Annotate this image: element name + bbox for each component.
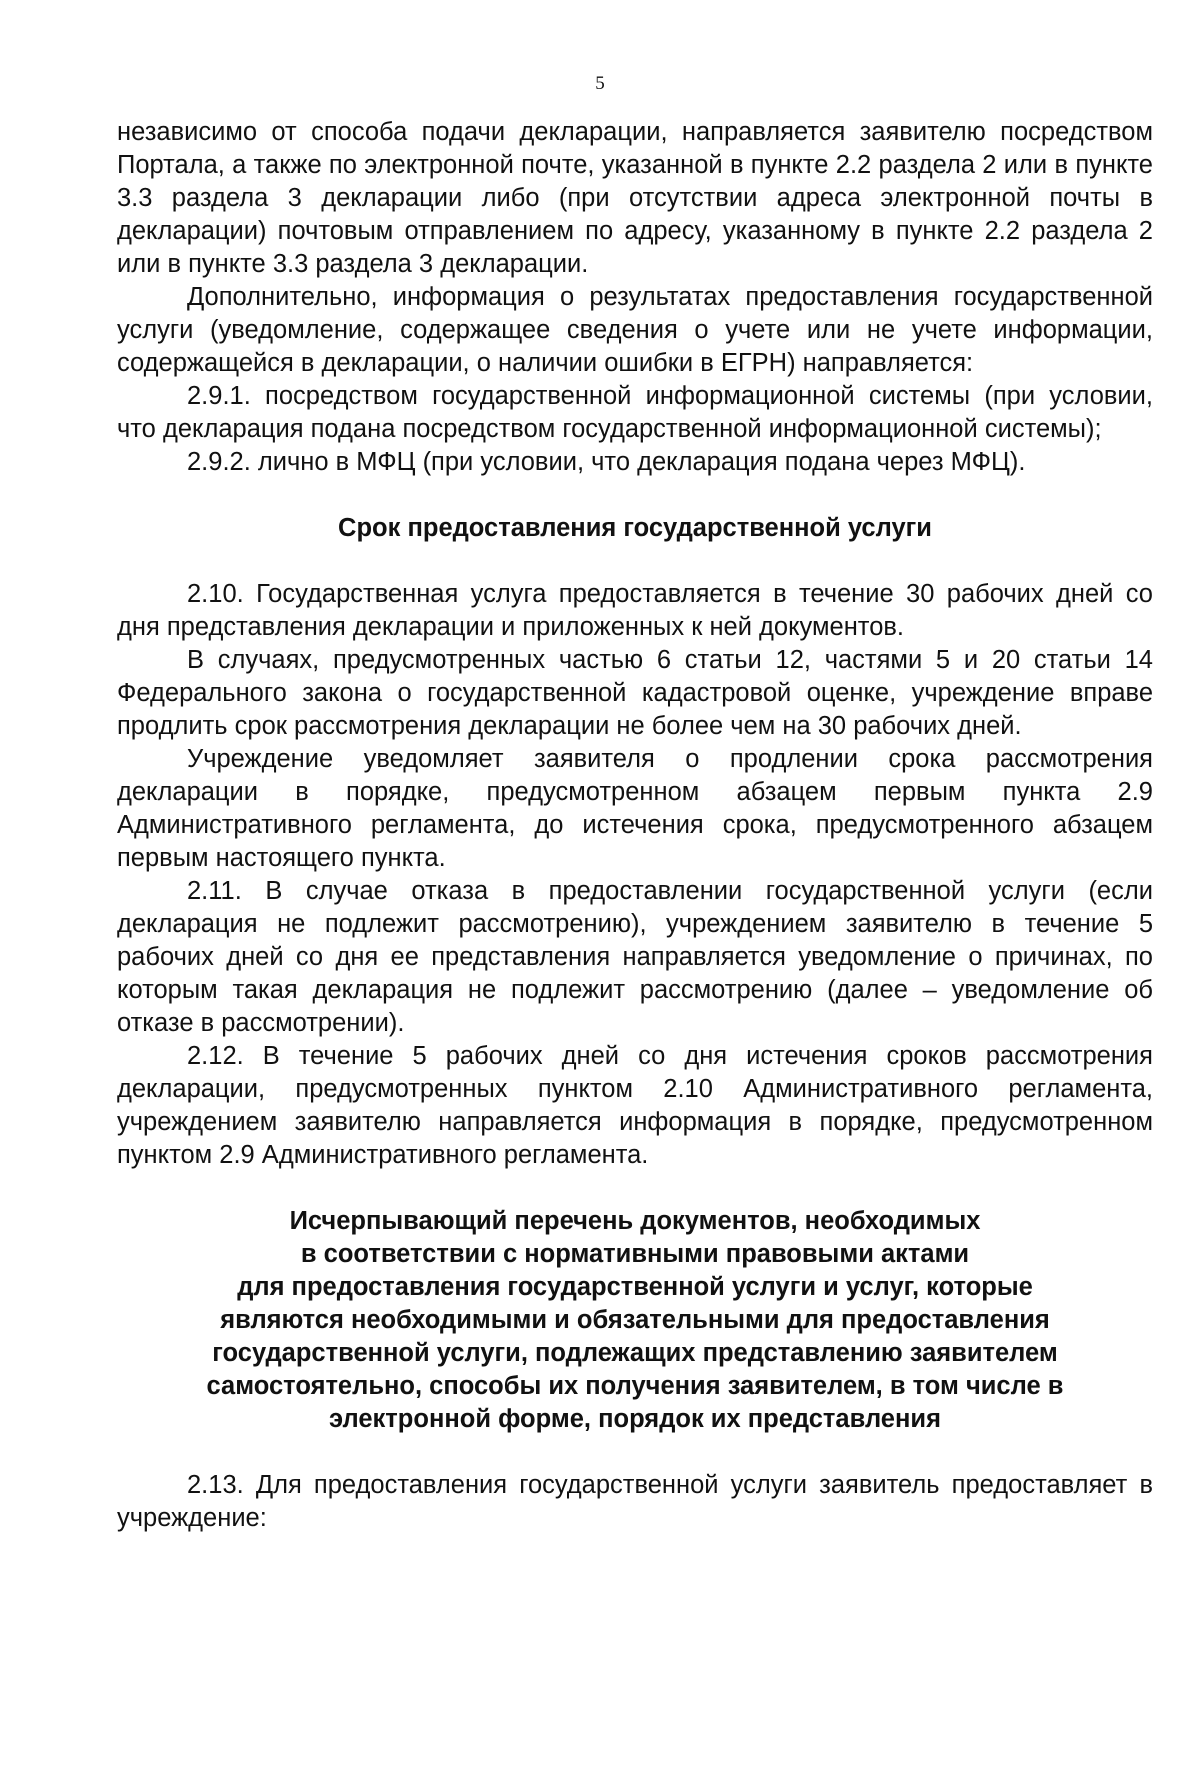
paragraph-item-2-13: 2.13. Для предоставления государственной услуги заявитель предоставляет в учреждение: — [117, 1471, 1153, 1532]
document-body — [117, 116, 1153, 1535]
section-heading-line: самостоятельно, способы их получения заявителем, в том числе в — [206, 1372, 1064, 1400]
paragraph-item-2-9-1: 2.9.1. посредством государственной информационной системы (при условии, что декларация подана посредством государственной информационной системы); — [117, 382, 1153, 443]
paragraph-item-2-9-2: 2.9.2. лично в МФЦ (при условии, что декларация подана через МФЦ). — [187, 448, 1026, 476]
section-heading — [117, 1205, 1153, 1436]
section-heading-line: Исчерпывающий перечень документов, необходимых — [289, 1207, 981, 1235]
paragraph-item-2-10: 2.10. Государственная услуга предоставляется в течение 30 рабочих дней со дня представления декларации и приложенных к ней документов. — [117, 580, 1153, 641]
paragraph: Учреждение уведомляет заявителя о продлении срока рассмотрения декларации в порядке, предусмотренном абзацем первым пункта 2.9 Административного регламента, до истечения срока, предусмотренного абзацем первым настоящего пункта. — [117, 745, 1153, 872]
section-heading-line: являются необходимыми и обязательными для предоставления — [220, 1306, 1050, 1334]
section-heading-line: для предоставления государственной услуги и услуг, которые — [237, 1273, 1033, 1301]
section-heading: Срок предоставления государственной услуги — [338, 514, 932, 542]
paragraph: независимо от способа подачи декларации, направляется заявителю посредством Портала, а также по электронной почте, указанной в пункте 2.2 раздела 2 или в пункте 3.3 раздела 3 декларации либо (при отсутствии адреса электронной почты в декларации) почтовым отправлением по адресу, указанному в пункте 2.2 раздела 2 или в пункте 3.3 раздела 3 декларации. — [117, 118, 1153, 278]
paragraph: Дополнительно, информация о результатах предоставления государственной услуги (уведомление, содержащее сведения о учете или не учете информации, содержащейся в декларации, о наличии ошибки в ЕГРН) направляется: — [117, 283, 1153, 377]
paragraph-item-2-12: 2.12. В течение 5 рабочих дней со дня истечения сроков рассмотрения декларации, предусмотренных пунктом 2.10 Административного регламента, учреждением заявителю направляется информация в порядке, предусмотренном пунктом 2.9 Административного регламента. — [117, 1042, 1153, 1169]
paragraph: В случаях, предусмотренных частью 6 статьи 12, частями 5 и 20 статьи 14 Федерального закона о государственной кадастровой оценке, учреждение вправе продлить срок рассмотрения декларации не более чем на 30 рабочих дней. — [117, 646, 1153, 740]
section-heading-line: в соответствии с нормативными правовыми актами — [300, 1240, 970, 1268]
section-heading-line: электронной форме, порядок их представления — [329, 1405, 941, 1433]
paragraph-item-2-11: 2.11. В случае отказа в предоставлении государственной услуги (если декларация не подлежит рассмотрению), учреждением заявителю в течение 5 рабочих дней со дня ее представления направляется уведомление о причинах, по которым такая декларация не подлежит рассмотрению (далее – уведомление об отказе в рассмотрении). — [117, 877, 1153, 1037]
section-heading-line: государственной услуги, подлежащих представлению заявителем — [212, 1339, 1058, 1367]
page-number: 5 — [595, 73, 605, 94]
